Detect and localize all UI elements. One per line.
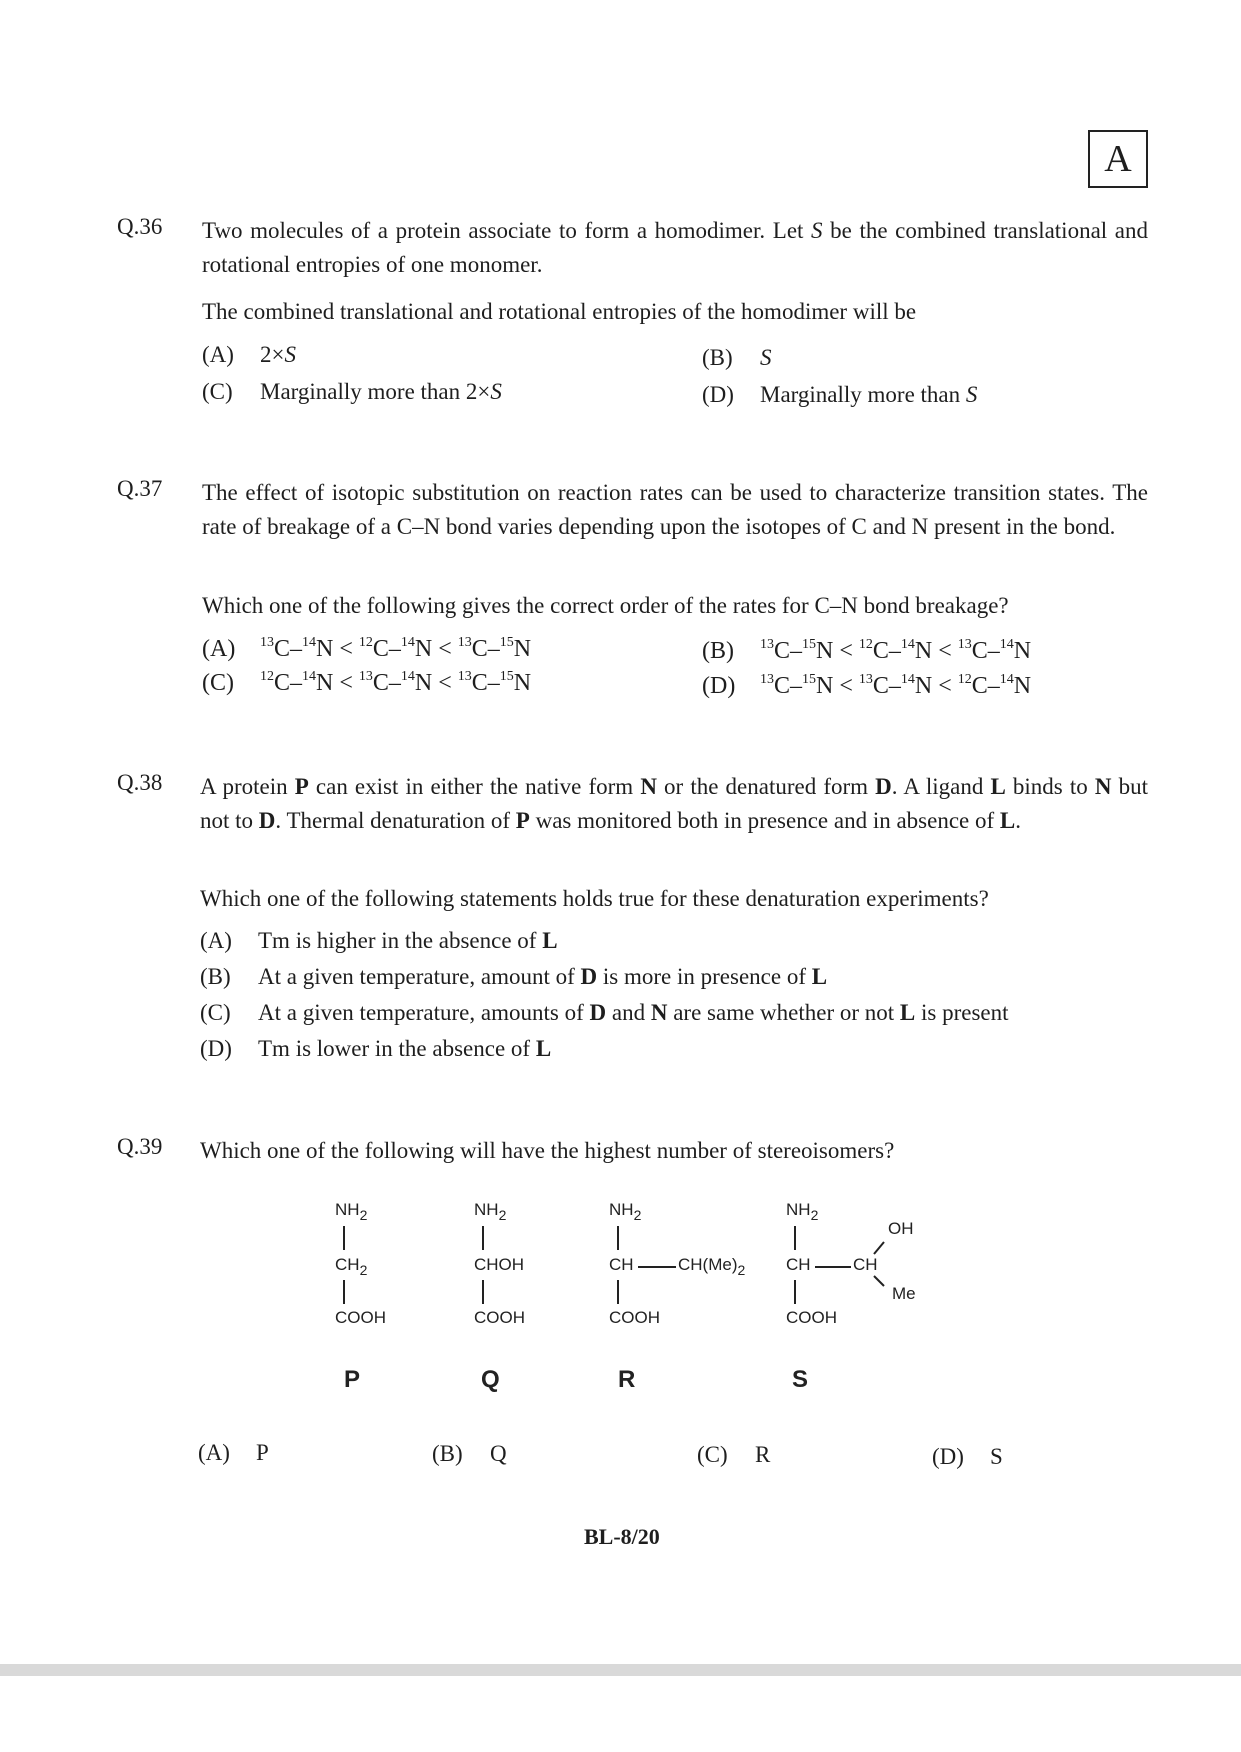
- option-b[interactable]: [432, 1441, 507, 1467]
- structure-p-middle: $CH_2$: [335, 1255, 368, 1278]
- question-stem: The effect of isotopic substitution on reaction rates can be used to characterize transition states. The rate of breakage of a C–N bond varies depending upon the isotopes of C and N present in the bond.: [202, 480, 1148, 539]
- option-text: S: [990, 1444, 1003, 1469]
- structure-p-label: P: [344, 1366, 361, 1393]
- option-label: (B): [432, 1441, 463, 1466]
- bond: [794, 1280, 796, 1304]
- question-number: Q.37: [117, 476, 163, 501]
- option-d[interactable]: [932, 1444, 1003, 1470]
- question-prompt: The combined translational and rotational entropies of the homodimer will be: [202, 299, 917, 324]
- page-footer: BL-8/20: [584, 1524, 660, 1549]
- question-prompt: Which one of the following statements holds true for these denaturation experiments?: [200, 886, 989, 911]
- option-c[interactable]: [697, 1442, 770, 1468]
- option-label: (B): [702, 638, 734, 664]
- structure-p-top: $NH_2$: [335, 1200, 368, 1223]
- question-number: Q.39: [117, 1134, 163, 1159]
- option-b[interactable]: [702, 345, 772, 371]
- option-text: Tm is lower in the absence of L: [258, 1036, 552, 1061]
- option-text: 2×S: [260, 342, 296, 367]
- option-c[interactable]: [202, 379, 502, 405]
- option-a[interactable]: [200, 928, 558, 954]
- structure-r-side: $CH(Me)_2$: [678, 1255, 746, 1278]
- option-label: (B): [702, 345, 733, 370]
- structure-q-top: $NH_2$: [474, 1200, 507, 1223]
- option-label: (A): [198, 1440, 230, 1465]
- scan-edge-strip: [0, 1664, 1241, 1676]
- option-d[interactable]: [702, 673, 1031, 700]
- option-c[interactable]: [200, 1000, 1009, 1026]
- structure-r-middle: CH: [609, 1255, 634, 1274]
- option-text: $^{13}$C–$^{15}$N < $^{12}$C–$^{14}$N < $^{13}$C–$^{14}$N: [760, 637, 1032, 664]
- structure-s-label: S: [792, 1366, 809, 1393]
- option-text: Tm is higher in the absence of L: [258, 928, 558, 953]
- option-label: (C): [202, 379, 233, 404]
- branch-bonds: [870, 1232, 894, 1290]
- structure-q-middle: CHOH: [474, 1255, 525, 1274]
- option-text: Marginally more than S: [760, 382, 978, 407]
- bond: [617, 1280, 619, 1304]
- question-prompt: Which one of the following gives the correct order of the rates for C–N bond breakage?: [202, 593, 1009, 618]
- option-text: At a given temperature, amounts of D and N are same whether or not L is present: [258, 1000, 1009, 1025]
- bond: [343, 1226, 345, 1250]
- option-text: R: [755, 1442, 771, 1467]
- bond: [794, 1226, 796, 1250]
- structure-r-top: $NH_2$: [609, 1200, 642, 1223]
- bond: [482, 1280, 484, 1304]
- option-text: Marginally more than 2×S: [260, 379, 502, 404]
- structure-s-bottom: COOH: [786, 1308, 837, 1327]
- option-label: (D): [932, 1444, 964, 1469]
- option-label: (D): [200, 1036, 232, 1061]
- bond-up: [874, 1242, 884, 1254]
- option-text: $^{13}$C–$^{14}$N < $^{12}$C–$^{14}$N < $^{13}$C–$^{15}$N: [260, 635, 532, 662]
- structure-s-side-up: OH: [888, 1219, 914, 1238]
- bond-down: [874, 1276, 884, 1286]
- structure-q-bottom: COOH: [474, 1308, 525, 1327]
- option-label: (D): [702, 673, 736, 699]
- question-number: Q.38: [117, 770, 163, 795]
- option-text: At a given temperature, amount of D is more in presence of L: [258, 964, 828, 989]
- option-label: (A): [202, 636, 236, 662]
- option-a[interactable]: [198, 1440, 269, 1466]
- bond: [638, 1266, 676, 1268]
- option-c[interactable]: [202, 670, 531, 697]
- option-text: $^{13}$C–$^{15}$N < $^{13}$C–$^{14}$N < $^{12}$C–$^{14}$N: [760, 672, 1032, 699]
- option-d[interactable]: [200, 1036, 551, 1062]
- bond: [617, 1226, 619, 1250]
- option-d[interactable]: [702, 382, 977, 408]
- structure-s-side: CH: [853, 1255, 878, 1274]
- option-label: (B): [200, 964, 231, 989]
- option-text: S: [760, 345, 772, 370]
- structure-r-label: R: [618, 1366, 636, 1393]
- option-label: (D): [702, 382, 734, 407]
- question-stem: Two molecules of a protein associate to form a homodimer. Let S be the combined translational and rotational entropies of one monomer.: [202, 218, 1148, 277]
- question-prompt: Which one of the following will have the highest number of stereoisomers?: [200, 1138, 895, 1163]
- structure-s-side-down: Me: [892, 1284, 916, 1303]
- option-label: (C): [200, 1000, 231, 1025]
- structure-r-bottom: COOH: [609, 1308, 660, 1327]
- bond: [815, 1266, 851, 1268]
- option-text: P: [256, 1440, 269, 1465]
- question-stem: A protein P can exist in either the native form N or the denatured form D. A ligand L binds to N but not to D. Thermal denaturation of P was monitored both in presence and in absence of L.: [200, 774, 1148, 833]
- option-a[interactable]: [202, 342, 296, 368]
- bond: [482, 1226, 484, 1250]
- structure-s-middle: CH: [786, 1255, 811, 1274]
- question-number: Q.36: [117, 214, 163, 239]
- option-label: (A): [200, 928, 232, 953]
- option-label: (C): [202, 670, 234, 696]
- structure-s-top: $NH_2$: [786, 1200, 819, 1223]
- option-label: (A): [202, 342, 234, 367]
- structure-p-bottom: COOH: [335, 1308, 386, 1327]
- paper-set-badge: A: [1088, 130, 1148, 188]
- option-text: Q: [490, 1441, 507, 1466]
- bond: [343, 1280, 345, 1304]
- option-b[interactable]: [702, 638, 1031, 665]
- option-label: (C): [697, 1442, 728, 1467]
- option-b[interactable]: [200, 964, 827, 990]
- option-text: $^{12}$C–$^{14}$N < $^{13}$C–$^{14}$N < $^{13}$C–$^{15}$N: [260, 669, 532, 696]
- structure-q-label: Q: [481, 1366, 500, 1393]
- option-a[interactable]: [202, 636, 531, 663]
